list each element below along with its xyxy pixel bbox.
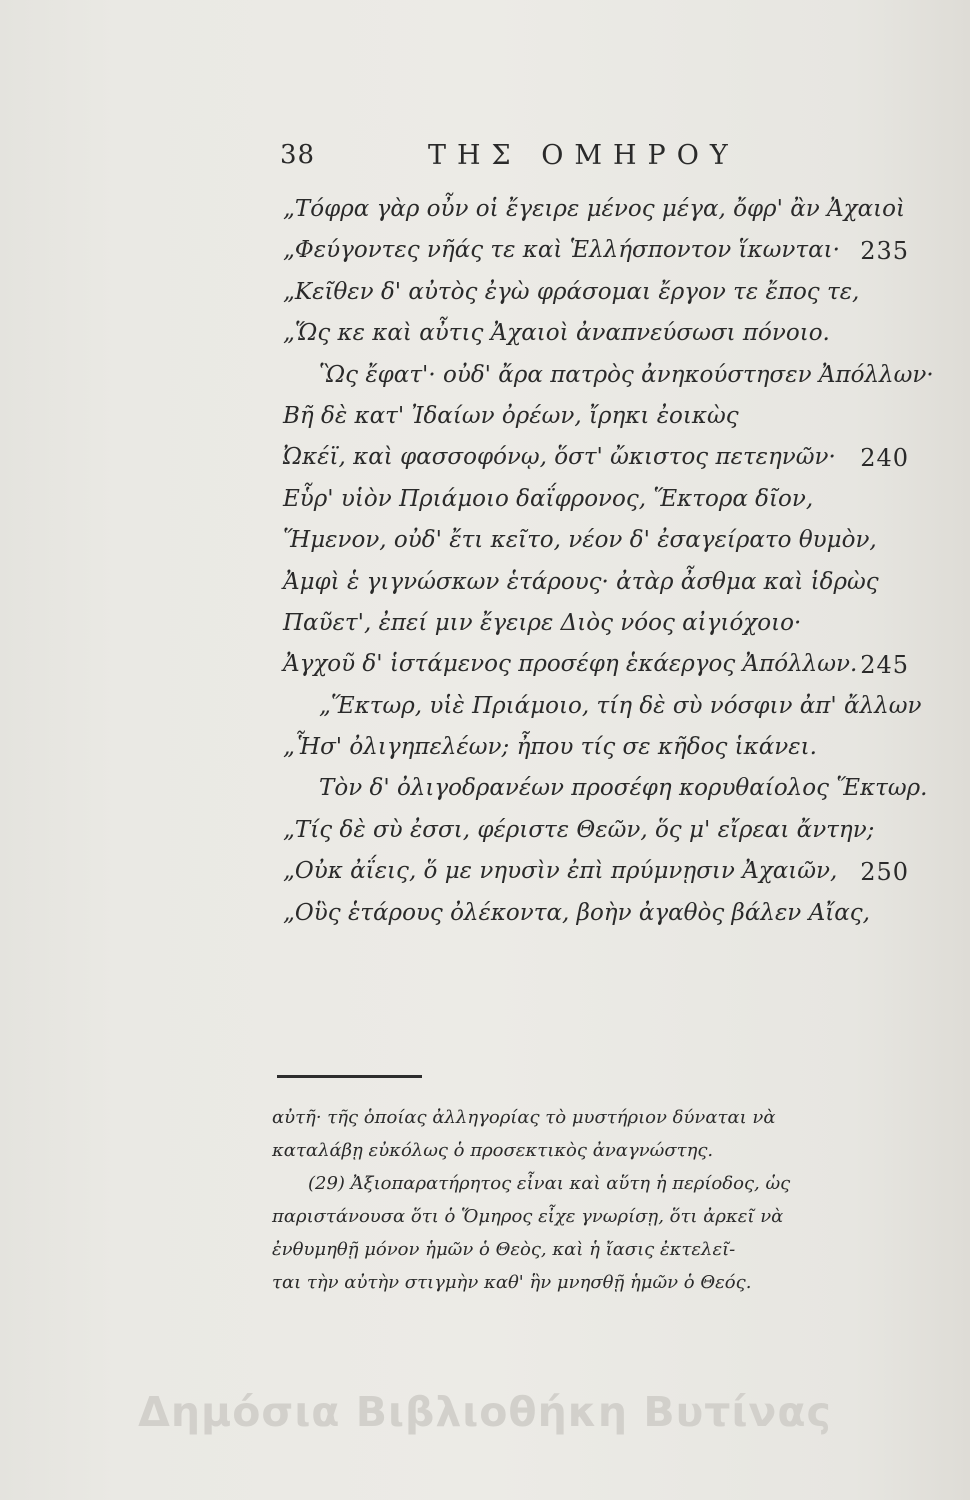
verse-text: „Ἕκτωρ, υἱὲ Πριάμοιο, τίη δὲ σὺ νόσφιν ἀπ' ἄλλων [319,692,922,719]
verse-text: „Οὐκ ἀΐεις, ὅ με νηυσὶν ἐπὶ πρύμνῃσιν Ἀχαιῶν, [283,858,838,885]
verse-line [283,651,923,692]
verse-text: Ἀγχοῦ δ' ἱστάμενος προσέφη ἑκάεργος Ἀπόλλων. [283,651,858,678]
verse-text: Ἥμενον, οὐδ' ἔτι κεῖτο, νέον δ' ἐσαγείρατο θυμὸν, [283,527,877,554]
verse-text: „Ὥς κε καὶ αὖτις Ἀχαιοὶ ἀναπνεύσωσι πόνοιο. [283,320,830,347]
verse-text: „Οὓς ἑτάρους ὀλέκοντα, βοὴν ἀγαθὸς βάλεν Αἴας, [283,899,870,926]
verse-line [283,569,923,610]
page-header [280,140,770,190]
verse-text: „Ἧσ' ὀλιγηπελέων; ἦπου τίς σε κῆδος ἱκάνει. [283,734,817,761]
verse-text: Βῆ δὲ κατ' Ἰδαίων ὀρέων, ἴρηκι ἐοικὼς [283,402,739,429]
page-number: 38 [280,140,316,170]
verse-text: Ἀμφὶ ἑ γιγνώσκων ἑτάρους· ἀτὰρ ἆσθμα καὶ ἱδρὼς [283,568,879,595]
verse-line [283,527,923,568]
verse-text: Τὸν δ' ὀλιγοδρανέων προσέφη κορυθαίολος Ἕκτωρ. [319,775,928,802]
footnote-line: ἐνθυμηθῇ μόνον ἡμῶν ὁ Θεὸς, καὶ ἡ ἴασις ἐκτελεῖ- [272,1239,736,1260]
footnote-line: ται τὴν αὐτὴν στιγμὴν καθ' ἣν μνησθῇ ἡμῶν ὁ Θεός. [272,1272,752,1293]
verse-line [283,403,923,444]
verse-line [283,279,923,320]
verse-block [283,196,934,941]
verse-line [283,444,923,485]
running-title: ΤΗΣ ΟΜΗΡΟΥ [428,140,739,171]
library-watermark: Δημόσια Βιβλιοθήκη Βυτίνας [138,1388,832,1436]
verse-text: Παῦετ', ἐπεί μιν ἔγειρε Διὸς νόος αἰγιόχοιο· [283,609,802,636]
footnote-line: (29) Ἀξιοπαρατήρητος εἶναι καὶ αὕτη ἡ περίοδος, ὡς [308,1173,791,1194]
verse-line [283,693,923,734]
line-number: 245 [860,651,909,680]
verse-text: „Τόφρα γὰρ οὖν οἱ ἔγειρε μένος μέγα, ὄφρ' ἂν Ἀχαιοὶ [283,196,905,222]
verse-line [283,196,923,237]
footnote-rule [277,1075,422,1078]
verse-line [283,734,923,775]
verse-line [283,486,923,527]
verse-text: „Τίς δὲ σὺ ἐσσι, φέριστε Θεῶν, ὅς μ' εἴρεαι ἄντην; [283,816,875,843]
verse-line [283,900,923,941]
footnote-line: αὐτῆ· τῆς ὁποίας ἀλληγορίας τὸ μυστήριον δύναται νὰ [272,1107,776,1128]
line-number: 235 [860,237,909,266]
verse-line [283,237,923,278]
verse-text: Ὠκέϊ, καὶ φασσοφόνῳ, ὅστ' ὤκιστος πετεηνῶν· [283,444,836,471]
footnotes [272,1107,912,1305]
line-number: 250 [860,858,909,887]
verse-text: Ὣς ἔφατ'· οὐδ' ἄρα πατρὸς ἀνηκούστησεν Ἀπόλλων· [319,361,934,388]
footnote-line: παριστάνουσα ὅτι ὁ Ὅμηρος εἶχε γνωρίσῃ, ὅτι ἀρκεῖ νὰ [272,1206,784,1227]
footnote-line: καταλάβῃ εὐκόλως ὁ προσεκτικὸς ἀναγνώστης. [272,1140,714,1161]
verse-text: „Κεῖθεν δ' αὐτὸς ἐγὼ φράσομαι ἔργον τε ἔπος τε, [283,278,860,305]
verse-line [283,817,923,858]
verse-line [283,320,923,361]
verse-line [283,775,928,816]
verse-line [283,858,923,899]
verse-text: „Φεύγοντες νῆάς τε καὶ Ἑλλήσποντον ἵκωνται· [283,237,840,264]
verse-line [283,610,923,651]
line-number: 240 [860,444,909,473]
verse-line [283,361,934,403]
verse-text: Εὗρ' υἱὸν Πριάμοιο δαΐφρονος, Ἕκτορα δῖον, [283,485,814,512]
